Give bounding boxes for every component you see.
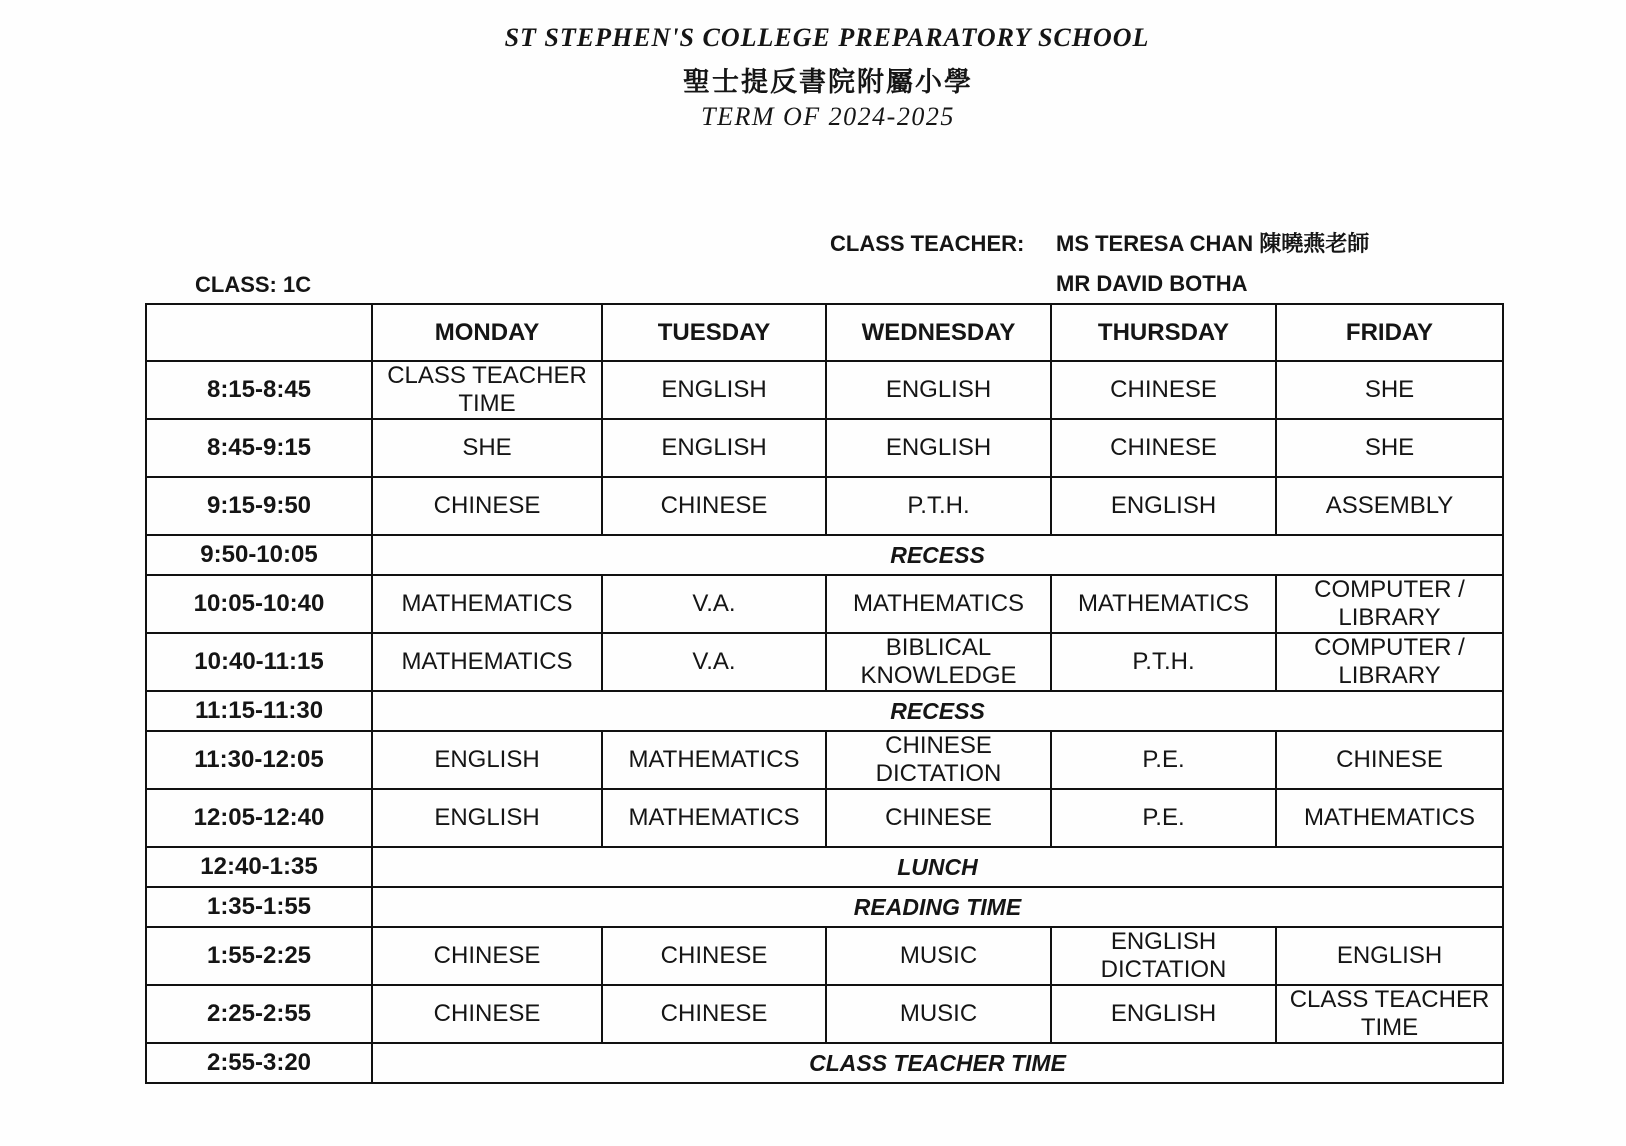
break-row — [146, 887, 1503, 927]
subject-cell: V.A. — [602, 575, 826, 633]
timetable-row — [146, 575, 1503, 633]
subject-cell: COMPUTER / LIBRARY — [1276, 633, 1503, 691]
day-header-row — [146, 304, 1503, 361]
time-cell: 10:05-10:40 — [146, 575, 372, 633]
subject-cell: ENGLISH — [372, 789, 602, 847]
subject-cell: ENGLISH — [602, 419, 826, 477]
subject-cell: ENGLISH — [826, 419, 1051, 477]
timetable-row — [146, 419, 1503, 477]
subject-cell: MATHEMATICS — [372, 575, 602, 633]
subject-cell: MUSIC — [826, 985, 1051, 1043]
time-cell: 2:25-2:55 — [146, 985, 372, 1043]
school-name-chinese: 聖士提反書院附屬小學 — [683, 67, 973, 98]
timetable-row — [146, 633, 1503, 691]
subject-cell: MATHEMATICS — [1276, 789, 1503, 847]
time-cell: 2:55-3:20 — [146, 1043, 372, 1083]
subject-cell: MUSIC — [826, 927, 1051, 985]
subject-cell: MATHEMATICS — [372, 633, 602, 691]
timetable-row — [146, 789, 1503, 847]
class-teacher-label: CLASS TEACHER: — [830, 231, 1025, 256]
subject-cell: CHINESE — [1051, 419, 1276, 477]
day-header-monday: MONDAY — [372, 304, 602, 361]
class-teacher-2-name: MR DAVID BOTHA — [1056, 271, 1248, 296]
subject-cell: CLASS TEACHER TIME — [1276, 985, 1503, 1043]
subject-cell: SHE — [1276, 361, 1503, 419]
subject-cell: P.E. — [1051, 789, 1276, 847]
subject-cell: ENGLISH — [372, 731, 602, 789]
subject-cell: CHINESE — [826, 789, 1051, 847]
time-cell: 10:40-11:15 — [146, 633, 372, 691]
break-row — [146, 1043, 1503, 1083]
break-cell: RECESS — [372, 535, 1503, 575]
subject-cell: P.T.H. — [826, 477, 1051, 535]
break-cell: CLASS TEACHER TIME — [372, 1043, 1503, 1083]
school-name: ST STEPHEN'S COLLEGE PREPARATORY SCHOOL — [504, 23, 1150, 52]
timetable-row — [146, 477, 1503, 535]
day-header-thursday: THURSDAY — [1051, 304, 1276, 361]
class-teacher-1 — [1056, 231, 1369, 257]
break-row — [146, 847, 1503, 887]
subject-cell: ENGLISH — [1051, 477, 1276, 535]
subject-cell: CHINESE — [602, 477, 826, 535]
subject-cell: SHE — [1276, 419, 1503, 477]
subject-cell: CHINESE — [602, 927, 826, 985]
subject-cell: CLASS TEACHER TIME — [372, 361, 602, 419]
break-row — [146, 535, 1503, 575]
subject-cell: COMPUTER / LIBRARY — [1276, 575, 1503, 633]
class-teacher-1-chinese-name: 陳曉燕老師 — [1259, 231, 1370, 257]
day-header-tuesday: TUESDAY — [602, 304, 826, 361]
subject-cell: ENGLISH — [1051, 985, 1276, 1043]
timetable-row — [146, 361, 1503, 419]
subject-cell: MATHEMATICS — [1051, 575, 1276, 633]
timetable-row — [146, 731, 1503, 789]
subject-cell: CHINESE — [372, 985, 602, 1043]
break-cell: LUNCH — [372, 847, 1503, 887]
subject-cell: CHINESE — [1051, 361, 1276, 419]
corner-cell — [146, 304, 372, 361]
class-label: CLASS: 1C — [195, 272, 312, 297]
time-cell: 9:15-9:50 — [146, 477, 372, 535]
subject-cell: ENGLISH — [602, 361, 826, 419]
subject-cell: MATHEMATICS — [602, 789, 826, 847]
time-cell: 1:55-2:25 — [146, 927, 372, 985]
subject-cell: ENGLISH — [1276, 927, 1503, 985]
time-cell: 9:50-10:05 — [146, 535, 372, 575]
subject-cell: V.A. — [602, 633, 826, 691]
subject-cell: SHE — [372, 419, 602, 477]
subject-cell: MATHEMATICS — [602, 731, 826, 789]
time-cell: 11:15-11:30 — [146, 691, 372, 731]
subject-cell: CHINESE — [372, 927, 602, 985]
timetable-row — [146, 985, 1503, 1043]
subject-cell: ENGLISH DICTATION — [1051, 927, 1276, 985]
break-cell: RECESS — [372, 691, 1503, 731]
subject-cell: ASSEMBLY — [1276, 477, 1503, 535]
class-teacher-1-name: MS TERESA CHAN — [1056, 231, 1254, 256]
time-cell: 12:40-1:35 — [146, 847, 372, 887]
time-cell: 1:35-1:55 — [146, 887, 372, 927]
timetable-row — [146, 927, 1503, 985]
subject-cell: P.E. — [1051, 731, 1276, 789]
subject-cell: CHINESE — [1276, 731, 1503, 789]
time-cell: 8:45-9:15 — [146, 419, 372, 477]
time-cell: 12:05-12:40 — [146, 789, 372, 847]
time-cell: 8:15-8:45 — [146, 361, 372, 419]
time-cell: 11:30-12:05 — [146, 731, 372, 789]
subject-cell: CHINESE — [372, 477, 602, 535]
timetable — [145, 303, 1504, 1084]
subject-cell: P.T.H. — [1051, 633, 1276, 691]
break-row — [146, 691, 1503, 731]
day-header-friday: FRIDAY — [1276, 304, 1503, 361]
term-title: TERM OF 2024-2025 — [701, 102, 955, 131]
subject-cell: ENGLISH — [826, 361, 1051, 419]
subject-cell: CHINESE DICTATION — [826, 731, 1051, 789]
break-cell: READING TIME — [372, 887, 1503, 927]
subject-cell: BIBLICAL KNOWLEDGE — [826, 633, 1051, 691]
day-header-wednesday: WEDNESDAY — [826, 304, 1051, 361]
subject-cell: CHINESE — [602, 985, 826, 1043]
subject-cell: MATHEMATICS — [826, 575, 1051, 633]
